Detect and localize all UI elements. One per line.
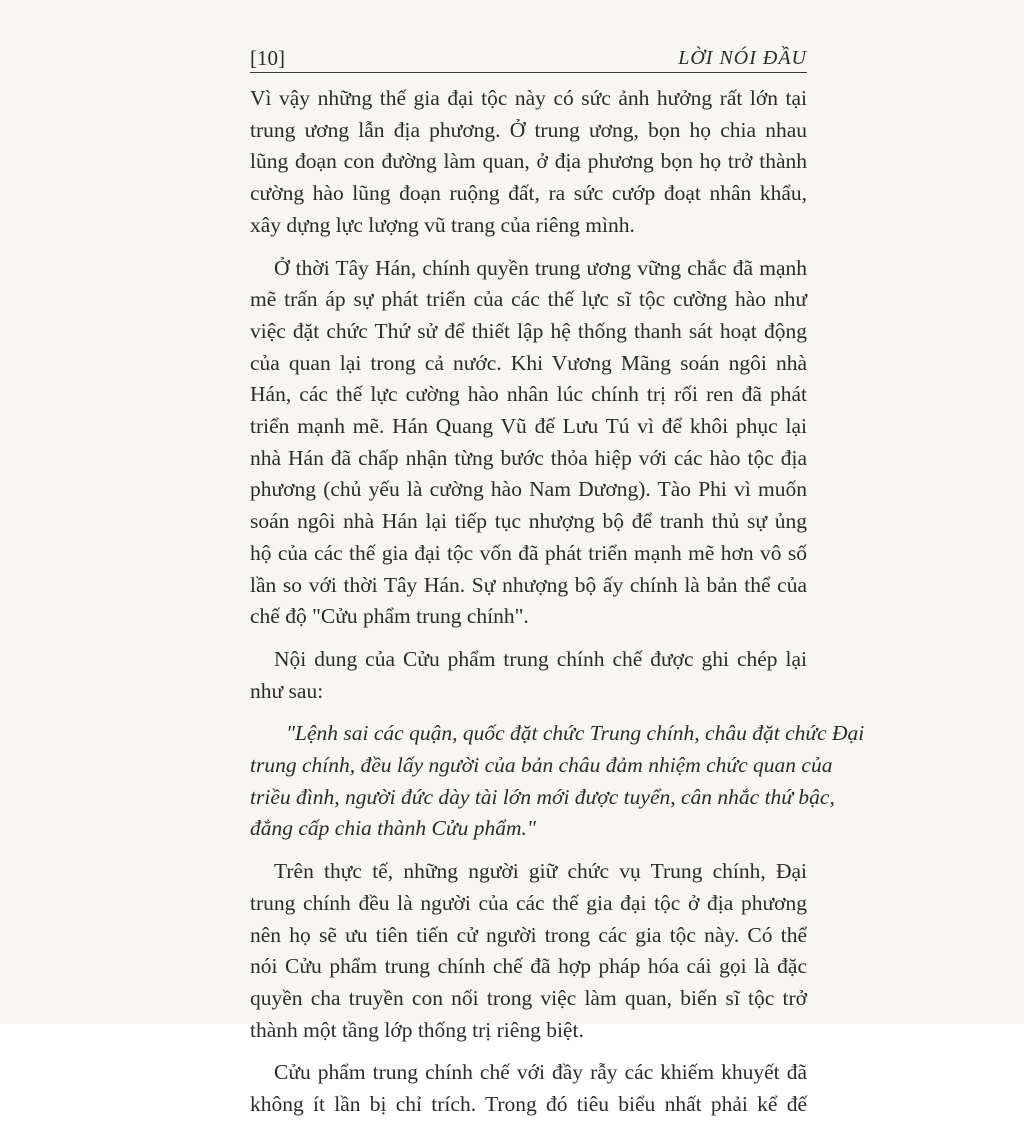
page-number: [10] [250, 46, 285, 70]
block-quote [250, 718, 865, 845]
text-line: nói Cửu phẩm trung chính chế đã hợp pháp hóa cái gọi là đặc [250, 954, 807, 979]
body-text [250, 83, 865, 1132]
text-line: trung ương lẫn địa phương. Ở trung ương, bọn họ chia nhau [250, 117, 807, 142]
text-line: xây dựng lực lượng vũ trang của riêng mình. [250, 212, 635, 237]
text-line: chế độ "Cửu phẩm trung chính". [250, 604, 529, 629]
text-line: hộ của các thế gia đại tộc vốn đã phát triển mạnh mẽ hơn vô số [250, 540, 807, 565]
paragraph-6 [250, 1057, 807, 1120]
text-line: cường hào lũng đoạn ruộng đất, ra sức cướp đoạt nhân khẩu, [250, 181, 807, 206]
text-line: Vì vậy những thế gia đại tộc này có sức ảnh hưởng rất lớn tại [250, 86, 807, 110]
text-line: lần so với thời Tây Hán. Sự nhượng bộ ấy chính là bản thể của [250, 572, 807, 597]
text-line: lũng đoạn con đường làm quan, ở địa phương bọn họ trở thành [250, 149, 807, 174]
running-title: LỜI NÓI ĐẦU [678, 47, 807, 69]
paragraph-3 [250, 644, 807, 707]
text-line: Ở thời Tây Hán, chính quyền trung ương vững chắc đã mạnh [274, 255, 807, 280]
text-line: Hán, các thế lực cường hào nhân lúc chính trị rối ren đã phát [250, 382, 807, 407]
text-line: Nội dung của Cửu phẩm trung chính chế được ghi chép lại [274, 646, 807, 671]
quote-line: triều đình, người đức dày tài lớn mới được tuyển, cân nhắc thứ bậc, [250, 784, 835, 809]
quote-line: trung chính, đều lấy người của bản châu đảm nhiệm chức quan của [250, 753, 833, 778]
text-line: Trên thực tế, những người giữ chức vụ Trung chính, Đại [274, 859, 807, 884]
paragraph-5 [250, 856, 807, 1046]
text-line: nhà Hán đã chấp nhận từng bước thỏa hiệp với các hào tộc địa [250, 445, 807, 470]
paragraph-1 [250, 83, 807, 242]
text-line: như sau: [250, 678, 324, 703]
text-line: của quan lại trong cả nước. Khi Vương Mãng soán ngôi nhà [250, 350, 807, 375]
text-line: mẽ trấn áp sự phát triển của các thế lực sĩ tộc cường hào như [250, 287, 807, 312]
text-line: thành một tầng lớp thống trị riêng biệt. [250, 1017, 584, 1042]
text-line: trung chính đều là người của các thế gia đại tộc ở địa phương [250, 890, 807, 915]
paragraph-2 [250, 253, 807, 633]
quote-line: đẳng cấp chia thành Cửu phẩm." [250, 816, 536, 841]
text-line: Cửu phẩm trung chính chế với đầy rẫy các khiếm khuyết đã [274, 1060, 807, 1085]
text-line: phương (chủ yếu là cường hào Nam Dương). Tào Phi vì muốn [250, 477, 807, 502]
text-line: triển mạnh mẽ. Hán Quang Vũ đế Lưu Tú vì để khôi phục lại [250, 414, 807, 439]
page-header [250, 46, 807, 73]
text-line: việc đặt chức Thứ sử để thiết lập hệ thống thanh sát hoạt động [250, 318, 807, 343]
quote-line: "Lệnh sai các quận, quốc đặt chức Trung chính, châu đặt chức Đại [286, 721, 865, 746]
text-line: soán ngôi nhà Hán lại tiếp tục nhượng bộ để tranh thủ sự ủng [250, 509, 807, 534]
text-line: nên họ sẽ ưu tiên tiến cử người trong các gia tộc này. Có thể [250, 922, 807, 947]
text-line: quyền cha truyền con nối trong việc làm quan, biến sĩ tộc trở [250, 985, 807, 1010]
text-line: không ít lần bị chỉ trích. Trong đó tiêu biểu nhất phải kể đế [250, 1092, 807, 1117]
